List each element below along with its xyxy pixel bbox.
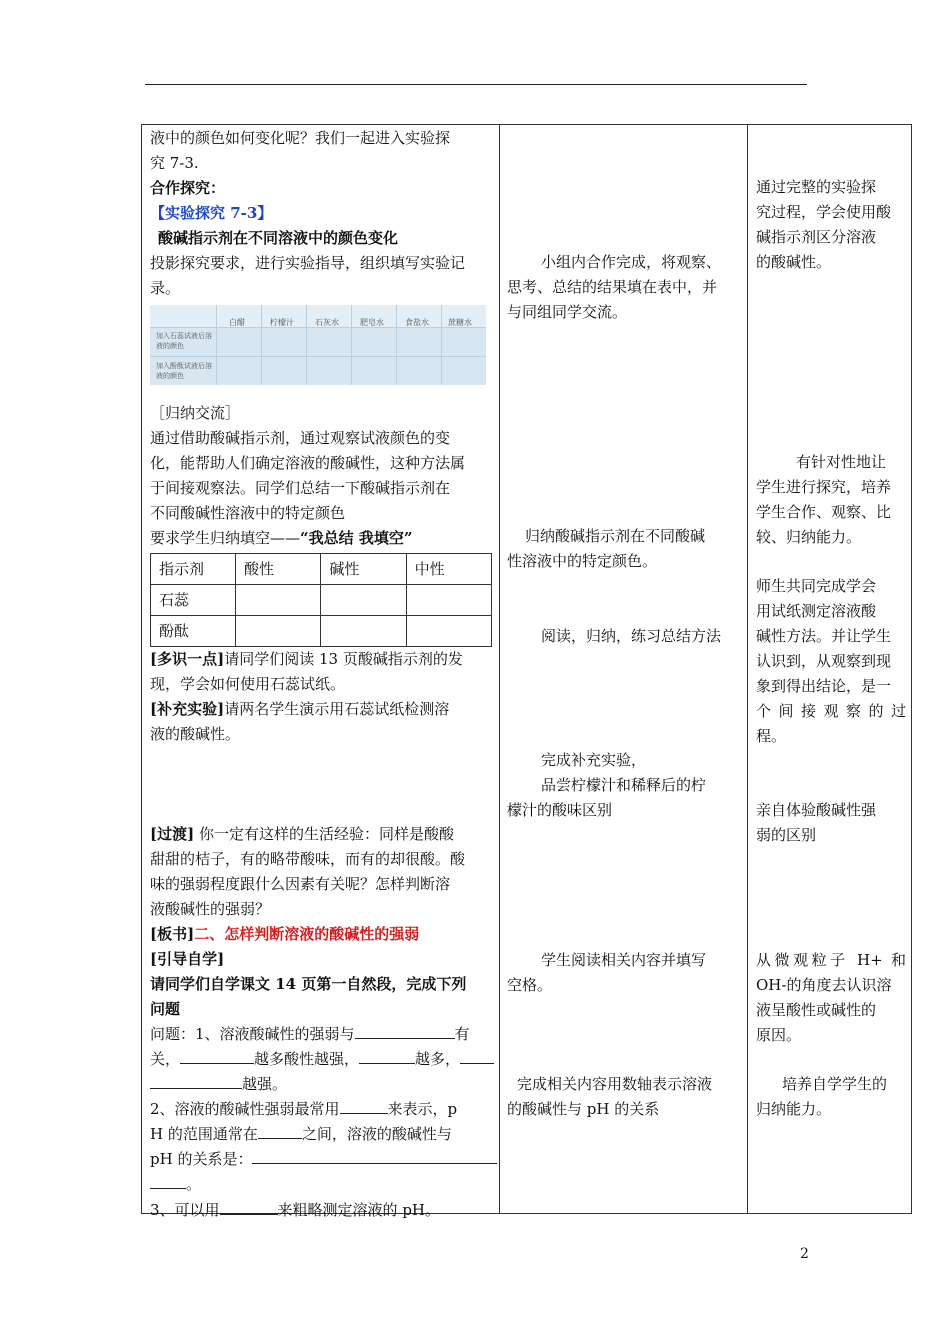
intent-text: 碱性方法。并让学生 xyxy=(756,627,892,645)
projection-text: 录。 xyxy=(150,279,181,297)
blank xyxy=(355,1022,455,1039)
intent-text: 的酸碱性。 xyxy=(756,253,832,271)
intent-text: 较、归纳能力。 xyxy=(756,528,862,546)
student-text: 阅读，归纳，练习总结方法 xyxy=(541,627,722,645)
table-header: 蔗糖水 xyxy=(448,318,472,327)
intent-text: 从微观粒子 H+ 和 xyxy=(756,951,906,969)
question-1: 越强。 xyxy=(150,1072,492,1097)
table-cell xyxy=(406,616,491,647)
student-text: 小组内合作完成，将观察、 xyxy=(541,253,722,271)
transition-text: 味的强弱程度跟什么因素有关呢？怎样判断溶 xyxy=(150,875,451,893)
question-2: 。 xyxy=(150,1172,492,1197)
experiment-title: 酸碱指示剂在不同溶液中的颜色变化 xyxy=(158,229,399,247)
summary-text: 化，能帮助人们确定溶液的酸碱性，这种方法属 xyxy=(150,454,466,472)
transition-tag: [过渡] xyxy=(150,825,195,843)
blank xyxy=(150,1172,186,1189)
blank xyxy=(252,1147,497,1164)
student-block xyxy=(507,524,743,574)
student-block xyxy=(507,250,743,325)
intent-block xyxy=(756,450,906,550)
table-header: 酸性 xyxy=(236,554,321,585)
question-1: 关， 越多酸性越强， 越多， xyxy=(150,1047,492,1072)
blank xyxy=(180,1047,254,1064)
experiment-tag: 【实验探究 7-3】 xyxy=(150,204,273,222)
student-text: 空格。 xyxy=(507,976,553,994)
intent-block xyxy=(756,798,906,848)
student-text: 性溶液中的特定颜色。 xyxy=(507,552,658,570)
projection-text: 投影探究要求，进行实验指导，组织填写实验记 xyxy=(150,254,466,272)
more-text: 请同学们阅读 13 页酸碱指示剂的发 xyxy=(224,650,463,668)
student-text: 品尝柠檬汁和稀释后的柠 xyxy=(541,776,707,794)
intent-text: 象到得出结论，是一 xyxy=(756,677,892,695)
header-rule xyxy=(145,84,807,85)
table-header: 指示剂 xyxy=(151,554,236,585)
blank xyxy=(460,1047,494,1064)
summary-text: 通过借助酸碱指示剂，通过观察试液颜色的变 xyxy=(150,429,451,447)
table-header: 食盐水 xyxy=(405,318,429,327)
question-2: pH 的关系是： xyxy=(150,1147,492,1172)
table-cell xyxy=(236,616,321,647)
table-header: 柠檬汁 xyxy=(270,318,294,327)
intro-text: 究 7-3. xyxy=(150,154,199,172)
intent-text: 通过完整的实验探 xyxy=(756,178,877,196)
intent-text: 培养自学学生的 xyxy=(782,1075,888,1093)
more-text: 现，学会如何使用石蕊试纸。 xyxy=(150,675,346,693)
question-2: H 的范围通常在 之间，溶液的酸碱性与 xyxy=(150,1122,492,1147)
guide-text: 问题 xyxy=(150,1000,181,1018)
intent-text: 弱的区别 xyxy=(756,826,817,844)
table-cell xyxy=(321,585,406,616)
board-heading: 二、怎样判断溶液的酸碱性的强弱 xyxy=(194,925,420,943)
intent-text: 用试纸测定溶液酸 xyxy=(756,602,877,620)
page-number: 2 xyxy=(800,1246,809,1262)
table-header: 石灰水 xyxy=(315,318,339,327)
table-header: 中性 xyxy=(406,554,491,585)
experiment-record-table xyxy=(150,305,486,385)
student-text: 思考、总结的结果填在表中，并 xyxy=(507,278,718,296)
intent-text: 原因。 xyxy=(756,1026,802,1044)
intent-text: 究过程，学会使用酸 xyxy=(756,203,892,221)
summary-heading: ［归纳交流］ xyxy=(150,404,241,422)
question-3: 3、可以用 来粗略测定溶液的 pH。 xyxy=(150,1197,492,1222)
summary-text: 于间接观察法。同学们总结一下酸碱指示剂在 xyxy=(150,479,451,497)
intent-text: 师生共同完成学会 xyxy=(756,577,877,595)
blank xyxy=(220,1197,278,1215)
intent-text: 碱指示剂区分溶液 xyxy=(756,228,877,246)
fill-slogan: “我总结 我填空” xyxy=(300,529,413,547)
intent-block xyxy=(756,175,906,275)
intent-text: 亲自体验酸碱性强 xyxy=(756,801,877,819)
supplement-text: 液的酸碱性。 xyxy=(150,725,241,743)
student-text: 学生阅读相关内容并填写 xyxy=(541,951,707,969)
intro-text: 液中的颜色如何变化呢？我们一起进入实验探 xyxy=(150,129,451,147)
student-text: 的酸碱性与 pH 的关系 xyxy=(507,1100,660,1118)
intent-text: 个间接观察的过 xyxy=(756,702,906,720)
student-block xyxy=(507,624,743,649)
teacher-column xyxy=(150,126,492,1222)
table-header: 碱性 xyxy=(321,554,406,585)
question-1: 问题：1、溶液酸碱性的强弱与 有 xyxy=(150,1022,492,1047)
intent-block xyxy=(756,1072,906,1122)
table-cell xyxy=(406,585,491,616)
blank xyxy=(359,1047,415,1064)
table-cell: 石蕊 xyxy=(151,585,236,616)
intent-block xyxy=(756,948,906,1048)
guide-text: 请同学们自学课文 14 页第一自然段，完成下列 xyxy=(150,975,467,993)
intent-text: 液呈酸性或碱性的 xyxy=(756,1001,877,1019)
table-header: 肥皂水 xyxy=(360,318,384,327)
table-cell xyxy=(236,585,321,616)
student-text: 完成补充实验， xyxy=(541,751,647,769)
blank xyxy=(150,1072,242,1089)
column-divider xyxy=(747,124,748,1214)
blank xyxy=(258,1122,302,1139)
transition-text: 甜甜的桔子，有的略带酸味，而有的却很酸。酸 xyxy=(150,850,466,868)
table-cell: 酚酞 xyxy=(151,616,236,647)
summary-text: 不同酸碱性溶液中的特定颜色 xyxy=(150,504,346,522)
transition-text: 液酸碱性的强弱？ xyxy=(150,900,271,918)
intent-text: 有针对性地让 xyxy=(796,453,887,471)
fill-request: 要求学生归纳填空—— xyxy=(150,529,301,547)
supplement-text: 请两名学生演示用石蕊试纸检测溶 xyxy=(224,700,450,718)
column-divider xyxy=(499,124,500,1214)
supplement-tag: [补充实验] xyxy=(150,700,225,718)
question-2: 2、溶液的酸碱性强弱最常用 来表示，p xyxy=(150,1097,492,1122)
student-text: 归纳酸碱指示剂在不同酸碱 xyxy=(525,527,706,545)
table-header: 白醋 xyxy=(229,318,245,327)
student-text: 檬汁的酸味区别 xyxy=(507,801,613,819)
student-block xyxy=(507,748,743,823)
intent-text: 认识到，从观察到现 xyxy=(756,652,892,670)
intent-text: 程。 xyxy=(756,727,787,745)
table-cell xyxy=(321,616,406,647)
student-block xyxy=(507,1072,743,1122)
blank xyxy=(340,1097,388,1114)
table-row-label: 加入酚酞试液后溶液的颜色 xyxy=(156,362,212,380)
indicator-table xyxy=(150,553,492,647)
student-block xyxy=(507,948,743,998)
coop-title: 合作探究： xyxy=(150,179,226,197)
intent-text: 归纳能力。 xyxy=(756,1100,832,1118)
board-tag: [板书] xyxy=(150,925,195,943)
intent-text: OH-的角度去认识溶 xyxy=(756,976,892,994)
student-text: 完成相关内容用数轴表示溶液 xyxy=(517,1075,713,1093)
guide-tag: [引导自学] xyxy=(150,950,225,968)
more-tag: [多识一点] xyxy=(150,650,225,668)
table-row-label: 加入石蕊试液后溶液的颜色 xyxy=(156,332,212,350)
intent-text: 学生合作、观察、比 xyxy=(756,503,892,521)
student-text: 与同组同学交流。 xyxy=(507,303,628,321)
intent-text: 学生进行探究，培养 xyxy=(756,478,892,496)
intent-block xyxy=(756,574,906,749)
transition-text: 你一定有这样的生活经验：同样是酸酸 xyxy=(194,825,454,843)
